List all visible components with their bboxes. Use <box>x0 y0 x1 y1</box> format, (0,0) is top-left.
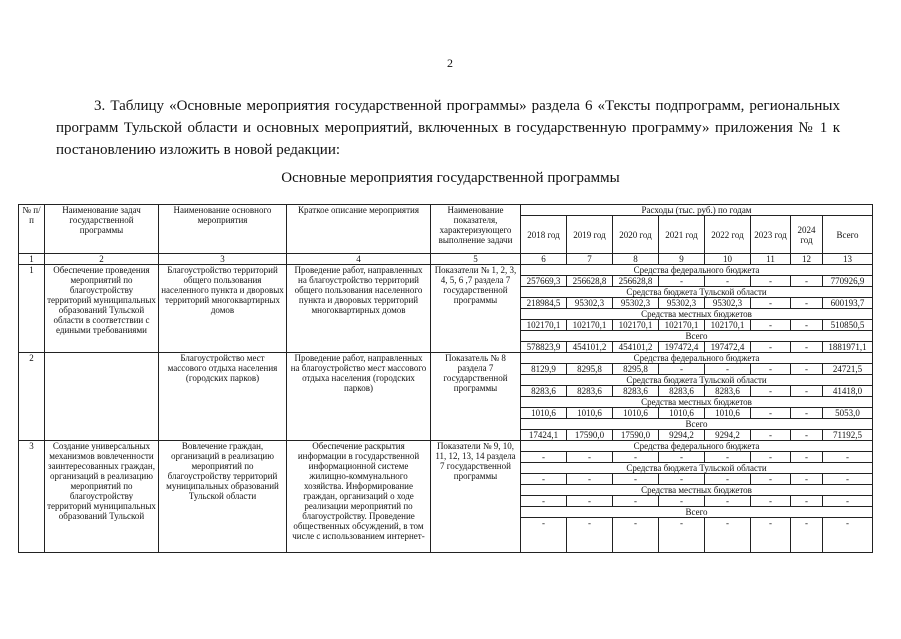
year-value: 8283,6 <box>613 386 659 397</box>
column-number: 12 <box>791 254 823 265</box>
year-header: 2024 год <box>791 216 823 254</box>
funding-source-label: Средства федерального бюджета <box>521 265 873 276</box>
year-value: - <box>659 518 705 553</box>
year-value: - <box>613 474 659 485</box>
year-value: - <box>751 364 791 375</box>
total-value: - <box>823 474 873 485</box>
year-value: - <box>659 452 705 463</box>
year-value: 17590,0 <box>613 430 659 441</box>
row-event: Благоустройство территорий общего пользования населенного пункта и дворовых территорий многоквартирных домов <box>159 265 287 353</box>
total-value: 600193,7 <box>823 298 873 309</box>
events-table <box>18 204 873 553</box>
year-value: - <box>751 320 791 331</box>
year-value: 95302,3 <box>613 298 659 309</box>
year-value: - <box>613 518 659 553</box>
year-value: 95302,3 <box>567 298 613 309</box>
year-value: - <box>659 276 705 287</box>
year-value: 1010,6 <box>613 408 659 419</box>
column-number: 4 <box>287 254 431 265</box>
year-value: 1010,6 <box>521 408 567 419</box>
year-value: - <box>791 276 823 287</box>
year-value: 454101,2 <box>567 342 613 353</box>
col-expenses-header: Расходы (тыс. руб.) по годам <box>521 205 873 216</box>
column-number: 2 <box>45 254 159 265</box>
year-value: 578823,9 <box>521 342 567 353</box>
total-value: 24721,5 <box>823 364 873 375</box>
year-header: 2021 год <box>659 216 705 254</box>
year-value: 17424,1 <box>521 430 567 441</box>
year-value: 102170,1 <box>705 320 751 331</box>
col-num-header: № п/п <box>19 205 45 254</box>
year-value: 257669,3 <box>521 276 567 287</box>
year-header: 2019 год <box>567 216 613 254</box>
year-value: - <box>791 364 823 375</box>
column-number: 3 <box>159 254 287 265</box>
year-value: 256628,8 <box>567 276 613 287</box>
year-value: 8283,6 <box>659 386 705 397</box>
year-value: - <box>791 298 823 309</box>
year-value: - <box>567 518 613 553</box>
funding-source-label: Всего <box>521 331 873 342</box>
year-value: 197472,4 <box>705 342 751 353</box>
year-value: 8283,6 <box>705 386 751 397</box>
year-value: - <box>705 474 751 485</box>
year-value: - <box>751 276 791 287</box>
year-value: 17590,0 <box>567 430 613 441</box>
year-value: - <box>521 474 567 485</box>
column-number: 13 <box>823 254 873 265</box>
column-number: 1 <box>19 254 45 265</box>
expense-line <box>19 353 873 364</box>
year-value: - <box>791 452 823 463</box>
total-value: 71192,5 <box>823 430 873 441</box>
row-num: 2 <box>19 353 45 441</box>
year-value: - <box>521 452 567 463</box>
column-number: 10 <box>705 254 751 265</box>
row-desc: Обеспечение раскрытия информации в государственной информационной системе жилищно-коммунального хозяйства. Информирование граждан, организаций о ходе реализации мероприятий по благоустройству. Проведение общественных обсуждений, в том числе с использованием интернет- <box>287 441 431 553</box>
funding-source-label: Средства бюджета Тульской области <box>521 463 873 474</box>
funding-source-label: Всего <box>521 419 873 430</box>
column-number: 7 <box>567 254 613 265</box>
year-value: - <box>751 342 791 353</box>
year-value: - <box>791 496 823 507</box>
year-value: 102170,1 <box>659 320 705 331</box>
expense-line <box>19 441 873 452</box>
page-number: 2 <box>447 56 453 70</box>
row-event: Благоустройство мест массового отдыха населения (городских парков) <box>159 353 287 441</box>
year-value: 256628,8 <box>613 276 659 287</box>
column-number: 9 <box>659 254 705 265</box>
year-value: - <box>791 320 823 331</box>
year-value: 197472,4 <box>659 342 705 353</box>
year-value: 1010,6 <box>567 408 613 419</box>
year-value: - <box>567 474 613 485</box>
row-indicator: Показатели № 1, 2, 3, 4, 5, 6 ,7 раздела 7 государственной программы <box>431 265 521 353</box>
col-desc-header: Краткое описание мероприятия <box>287 205 431 254</box>
year-value: - <box>613 452 659 463</box>
year-value: 8283,6 <box>521 386 567 397</box>
year-value: - <box>705 496 751 507</box>
year-value: - <box>659 474 705 485</box>
total-value: - <box>823 452 873 463</box>
row-task <box>45 353 159 441</box>
year-value: - <box>659 364 705 375</box>
year-value: - <box>751 474 791 485</box>
column-number: 5 <box>431 254 521 265</box>
year-value: 102170,1 <box>521 320 567 331</box>
row-desc: Проведение работ, направленных на благоустройство территорий общего пользования населенного пункта и дворовых территорий многоквартирных домов <box>287 265 431 353</box>
funding-source-label: Средства бюджета Тульской области <box>521 287 873 298</box>
total-value: - <box>823 518 873 553</box>
table-title: Основные мероприятия государственной программы <box>281 170 620 186</box>
year-value: 102170,1 <box>567 320 613 331</box>
year-value: 1010,6 <box>659 408 705 419</box>
year-value: - <box>751 386 791 397</box>
funding-source-label: Средства федерального бюджета <box>521 441 873 452</box>
year-header: 2018 год <box>521 216 567 254</box>
total-value: 5053,0 <box>823 408 873 419</box>
total-value: 510850,5 <box>823 320 873 331</box>
year-value: - <box>705 364 751 375</box>
year-header: 2023 год <box>751 216 791 254</box>
col-event-header: Наименование основного мероприятия <box>159 205 287 254</box>
year-value: 95302,3 <box>659 298 705 309</box>
year-value: - <box>567 496 613 507</box>
year-value: - <box>751 496 791 507</box>
year-value: 8295,8 <box>613 364 659 375</box>
col-task-header: Наименование задач государственной программы <box>45 205 159 254</box>
col-indicator-header: Наименование показателя, характеризующего выполнение задачи <box>431 205 521 254</box>
row-task: Обеспечение проведения мероприятий по благоустройству территорий муниципальных образований Тульской области в соответствии с едиными требованиями <box>45 265 159 353</box>
column-numbers-row <box>19 254 873 265</box>
funding-source-label: Всего <box>521 507 873 518</box>
year-value: 218984,5 <box>521 298 567 309</box>
row-indicator: Показатели № 9, 10, 11, 12, 13, 14 раздела 7 государственной программы <box>431 441 521 553</box>
total-header: Всего <box>823 216 873 254</box>
year-value: 95302,3 <box>705 298 751 309</box>
row-event: Вовлечение граждан, организаций в реализацию мероприятий по благоустройству территорий муниципальных образований Тульской области <box>159 441 287 553</box>
year-value: - <box>705 276 751 287</box>
row-indicator: Показатель № 8 раздела 7 государственной программы <box>431 353 521 441</box>
row-task: Создание универсальных механизмов вовлеченности заинтересованных граждан, организаций в реализацию мероприятий по благоустройству территорий муниципальных образований Тульской <box>45 441 159 553</box>
year-value: - <box>751 430 791 441</box>
total-value: 1881971,1 <box>823 342 873 353</box>
funding-source-label: Средства местных бюджетов <box>521 309 873 320</box>
expense-line <box>19 265 873 276</box>
year-value: - <box>791 474 823 485</box>
year-value: - <box>791 386 823 397</box>
year-value: 8295,8 <box>567 364 613 375</box>
column-number: 11 <box>751 254 791 265</box>
year-value: 1010,6 <box>705 408 751 419</box>
year-value: - <box>659 496 705 507</box>
year-value: - <box>751 298 791 309</box>
total-value: 41418,0 <box>823 386 873 397</box>
total-value: - <box>823 496 873 507</box>
header-row <box>19 205 873 216</box>
year-value: - <box>705 452 751 463</box>
year-value: - <box>705 518 751 553</box>
year-value: - <box>751 518 791 553</box>
column-number: 6 <box>521 254 567 265</box>
year-value: - <box>751 452 791 463</box>
year-value: - <box>791 342 823 353</box>
year-value: - <box>567 452 613 463</box>
year-value: - <box>791 430 823 441</box>
year-header: 2020 год <box>613 216 659 254</box>
funding-source-label: Средства местных бюджетов <box>521 397 873 408</box>
year-value: 9294,2 <box>705 430 751 441</box>
year-value: - <box>521 518 567 553</box>
year-value: 454101,2 <box>613 342 659 353</box>
intro-paragraph: 3. Таблицу «Основные мероприятия государственной программы» раздела 6 «Тексты подпрограмм, региональных программ Тульской области и основных мероприятий, включенных в государственную программу» приложения № 1 к постановлению изложить в новой редакции: <box>56 98 840 158</box>
funding-source-label: Средства федерального бюджета <box>521 353 873 364</box>
year-value: 8129,9 <box>521 364 567 375</box>
year-value: 8283,6 <box>567 386 613 397</box>
funding-source-label: Средства бюджета Тульской области <box>521 375 873 386</box>
year-value: 102170,1 <box>613 320 659 331</box>
year-value: - <box>791 518 823 553</box>
funding-source-label: Средства местных бюджетов <box>521 485 873 496</box>
row-num: 3 <box>19 441 45 553</box>
year-value: 9294,2 <box>659 430 705 441</box>
year-value: - <box>791 408 823 419</box>
year-value: - <box>751 408 791 419</box>
row-num: 1 <box>19 265 45 353</box>
total-value: 770926,9 <box>823 276 873 287</box>
year-value: - <box>613 496 659 507</box>
row-desc: Проведение работ, направленных на благоустройство мест массового отдыха населения (городских парков) <box>287 353 431 441</box>
year-header: 2022 год <box>705 216 751 254</box>
year-value: - <box>521 496 567 507</box>
column-number: 8 <box>613 254 659 265</box>
